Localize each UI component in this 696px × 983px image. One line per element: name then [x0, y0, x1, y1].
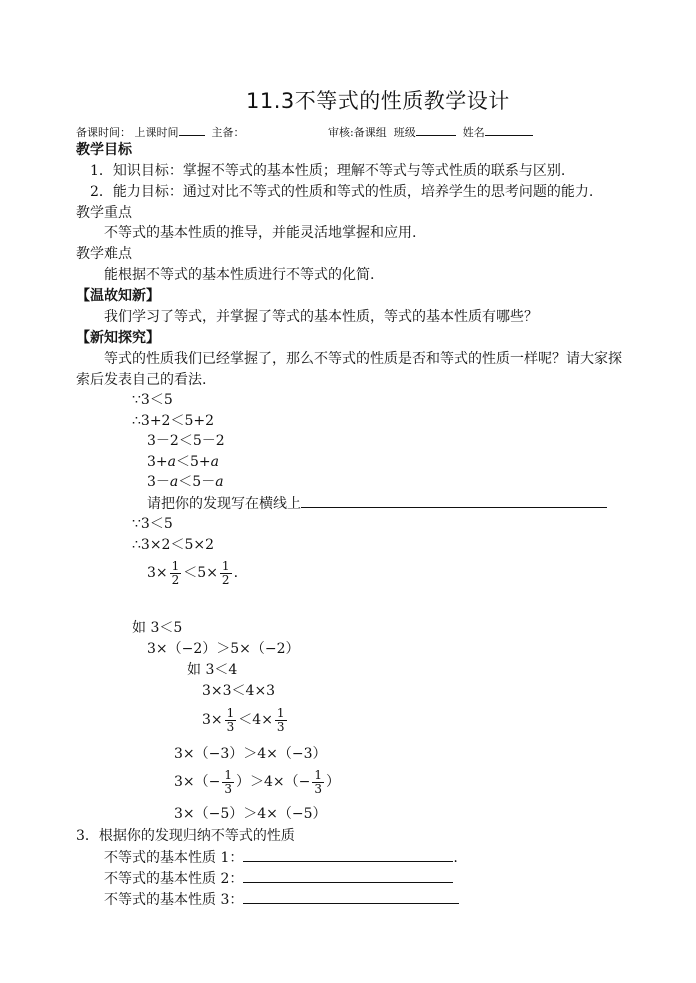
example-2: 如 3＜4: [187, 662, 238, 678]
difficulty-text: 能根据不等式的基本性质进行不等式的化简.: [104, 267, 375, 283]
half-line: [147, 556, 238, 590]
example-2-line-5: 3×（−5）＞4×（−5）: [174, 806, 327, 822]
review-heading: 【温故知新】: [76, 288, 160, 304]
sub-a-pre: 3－: [147, 474, 170, 490]
third-line: [202, 704, 289, 736]
prep-time-label: 备课时间：: [76, 126, 131, 139]
third-mid: ＜4×: [238, 712, 273, 728]
example-1-line: 3×（−2）＞5×（−2）: [147, 641, 300, 657]
key-point-heading: 教学重点: [76, 205, 132, 221]
because-line-1: ∵3＜5: [132, 392, 173, 408]
summary-heading: 3．根据你的发现归纳不等式的性质: [76, 828, 295, 844]
property-3-blank[interactable]: [243, 890, 459, 904]
objective-1: 1．知识目标：掌握不等式的基本性质；理解不等式与等式性质的联系与区别.: [90, 163, 566, 179]
half-pre: 3×: [147, 565, 168, 581]
meta-line: [76, 122, 245, 140]
difficulty-heading: 教学难点: [76, 246, 132, 262]
because-line-2: ∵3＜5: [132, 516, 173, 532]
sub-two-line: 3－2＜5－2: [147, 433, 225, 449]
prompt-blank[interactable]: [301, 494, 607, 508]
key-point-text: 不等式的基本性质的推导，并能灵活地掌握和应用.: [104, 225, 417, 241]
property-1-blank[interactable]: [243, 848, 453, 862]
name-blank: [485, 122, 533, 136]
name-label: 姓名: [462, 126, 485, 139]
example-1: 如 3＜5: [132, 620, 183, 636]
prompt-label: 请把你的发现写在横线上: [147, 496, 301, 512]
fraction-one-third: $\frac{1}{3}$: [224, 767, 233, 796]
add-a-line: [147, 453, 219, 471]
class-label: 班级: [393, 126, 416, 139]
class-time-blank: [179, 122, 205, 136]
property-2-blank[interactable]: [243, 869, 453, 883]
var-a: a: [167, 454, 176, 470]
lead-label: 主备：: [211, 126, 245, 139]
neg-third-mid: ）＞4×（−: [236, 774, 311, 790]
property-2-line: [104, 869, 453, 888]
fraction-one-third: $\frac{1}{3}$: [276, 705, 285, 734]
fraction-one-half: $\frac{1}{2}$: [221, 558, 230, 587]
fraction-one-third: $\frac{1}{3}$: [226, 705, 235, 734]
fraction-one-half: $\frac{1}{2}$: [171, 558, 180, 587]
page-title: 11.3不等式的性质教学设计: [246, 89, 510, 113]
half-mid: ＜5×: [183, 565, 218, 581]
property-3-line: [104, 890, 459, 909]
third-pre: 3×: [202, 712, 223, 728]
var-a: a: [215, 474, 224, 490]
neg-third-pre: 3×（−: [174, 774, 221, 790]
property-1-period: .: [453, 850, 458, 866]
sub-a-mid: ＜5－: [178, 474, 216, 490]
class-time-label: 上课时间: [134, 126, 179, 139]
property-1-line: [104, 848, 458, 867]
explore-heading: 【新知探究】: [76, 330, 160, 346]
property-3-label: 不等式的基本性质 3：: [104, 892, 244, 908]
example-2-line-1: 3×3＜4×3: [202, 683, 276, 699]
example-2-line-3: 3×（−3）＞4×（−3）: [174, 746, 327, 762]
neg-third-end: ）: [326, 774, 341, 790]
half-end: .: [233, 565, 239, 581]
fraction-one-third: $\frac{1}{3}$: [314, 767, 323, 796]
add-a-pre: 3+: [147, 454, 168, 470]
add-a-mid: ＜5+: [176, 454, 211, 470]
property-1-label: 不等式的基本性质 1：: [104, 850, 244, 866]
therefore-line-1: ∴3+2＜5+2: [132, 413, 214, 429]
objective-2: 2．能力目标：通过对比不等式的性质和等式的性质，培养学生的思考问题的能力.: [90, 184, 594, 200]
class-blank: [416, 122, 456, 136]
objectives-heading: 教学目标: [76, 142, 132, 158]
review-text: 我们学习了等式，并掌握了等式的基本性质，等式的基本性质有哪些？: [104, 309, 538, 325]
neg-third-line: [174, 766, 340, 798]
therefore-line-2: ∴3×2＜5×2: [132, 537, 214, 553]
sub-a-line: [147, 473, 224, 491]
review-label: 审核:备课组: [328, 126, 387, 139]
meta-line-right: [328, 122, 533, 140]
prompt-line: [147, 494, 607, 513]
property-2-label: 不等式的基本性质 2：: [104, 871, 244, 887]
var-a: a: [210, 454, 219, 470]
explore-para-line2: 索后发表自己的看法.: [76, 372, 207, 388]
var-a: a: [169, 474, 179, 490]
explore-para-line1: 等式的性质我们已经掌握了，那么不等式的性质是否和等式的性质一样呢？请大家探: [104, 351, 622, 367]
